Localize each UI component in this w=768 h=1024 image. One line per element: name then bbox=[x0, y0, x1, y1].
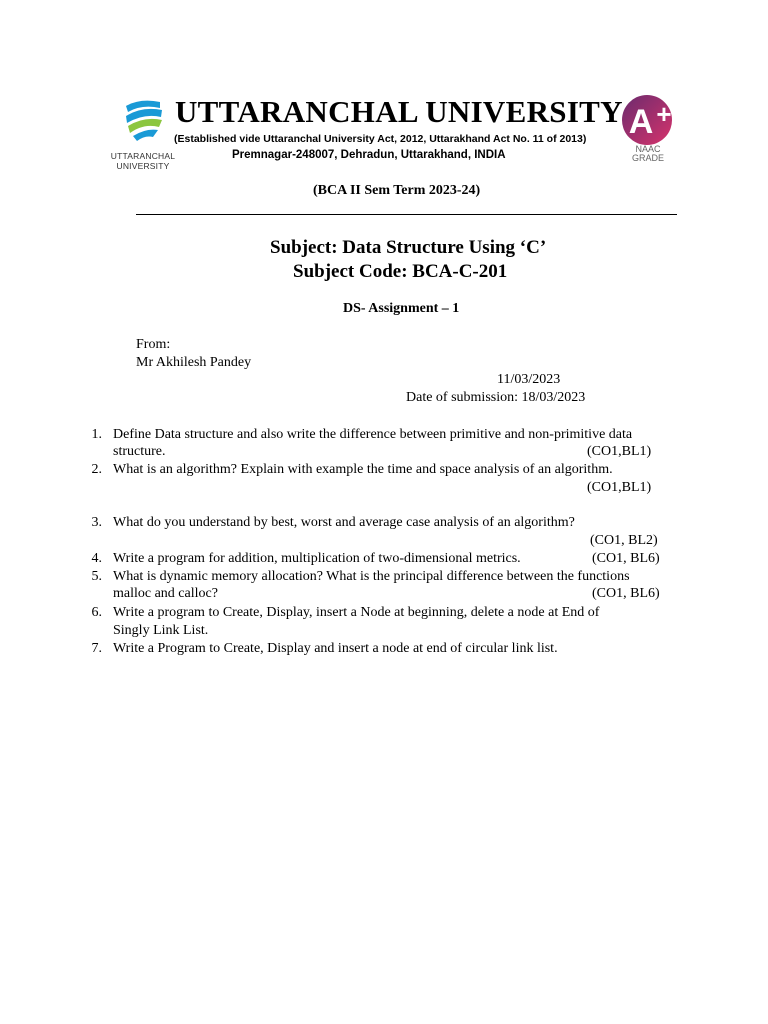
question-text-line: malloc and calloc? bbox=[113, 586, 218, 601]
naac-grade-plus: + bbox=[656, 99, 672, 129]
university-name: UTTARANCHAL UNIVERSITY bbox=[175, 94, 623, 129]
university-emblem-icon bbox=[120, 96, 166, 148]
question-number: 3. bbox=[91, 515, 102, 530]
submission-date: Date of submission: 18/03/2023 bbox=[406, 390, 586, 405]
university-logo bbox=[106, 96, 180, 176]
question-outcome-tag: (CO1, BL2) bbox=[590, 533, 658, 548]
question-text-line: Define Data structure and also write the difference between primitive and non-primitive data bbox=[113, 427, 633, 442]
question-text-line: What is an algorithm? Explain with example the time and space analysis of an algorithm. bbox=[113, 462, 613, 477]
question-number: 6. bbox=[91, 605, 102, 620]
question-outcome-tag: (CO1,BL1) bbox=[587, 444, 652, 459]
logo-caption bbox=[106, 151, 180, 171]
question-text-line: What do you understand by best, worst and average case analysis of an algorithm? bbox=[113, 515, 575, 530]
issue-date: 11/03/2023 bbox=[497, 372, 561, 387]
naac-a-plus-icon bbox=[617, 93, 679, 145]
university-act-line bbox=[174, 132, 596, 146]
question-text-line: Singly Link List. bbox=[113, 623, 209, 638]
from-label: From: bbox=[136, 337, 171, 352]
naac-badge bbox=[617, 93, 679, 165]
from-name: Mr Akhilesh Pandey bbox=[136, 355, 252, 370]
assignment-title: DS- Assignment – 1 bbox=[343, 301, 460, 316]
logo-caption-line2: UNIVERSITY bbox=[116, 161, 170, 171]
question-outcome-tag: (CO1, BL6) bbox=[592, 551, 660, 566]
naac-caption-line2: GRADE bbox=[631, 153, 664, 163]
naac-caption-line1: NAAC bbox=[635, 144, 661, 154]
naac-caption bbox=[617, 145, 679, 163]
term-line: (BCA II Sem Term 2023-24) bbox=[313, 183, 481, 198]
question-text-line: Write a program to Create, Display, insert a Node at beginning, delete a node at End of bbox=[113, 605, 600, 620]
logo-caption-line1: UTTARANCHAL bbox=[110, 151, 176, 161]
question-number: 7. bbox=[91, 641, 102, 656]
question-text-line: structure. bbox=[113, 444, 166, 459]
question-outcome-tag: (CO1,BL1) bbox=[587, 480, 652, 495]
subject-code: Subject Code: BCA-C-201 bbox=[293, 261, 508, 282]
university-address: Premnagar-248007, Dehradun, Uttarakhand, INDIA bbox=[232, 149, 506, 161]
question-outcome-tag: (CO1, BL6) bbox=[592, 586, 660, 601]
question-number: 1. bbox=[91, 427, 102, 442]
subject-title: Subject: Data Structure Using ‘C’ bbox=[270, 237, 547, 258]
question-number: 2. bbox=[91, 462, 102, 477]
university-act-text: (Established vide Uttaranchal University Act, 2012, Uttarakhand Act No. 11 of 2013) bbox=[174, 133, 587, 145]
question-number: 5. bbox=[91, 569, 102, 584]
header-divider bbox=[136, 214, 677, 215]
question-text-line: Write a program for addition, multiplication of two-dimensional metrics. bbox=[113, 551, 521, 566]
question-text-line: Write a Program to Create, Display and insert a node at end of circular link list. bbox=[113, 641, 558, 656]
question-text-line: What is dynamic memory allocation? What is the principal difference between the functions bbox=[113, 569, 630, 584]
question-number: 4. bbox=[91, 551, 102, 566]
naac-grade-letter: A bbox=[628, 103, 654, 141]
